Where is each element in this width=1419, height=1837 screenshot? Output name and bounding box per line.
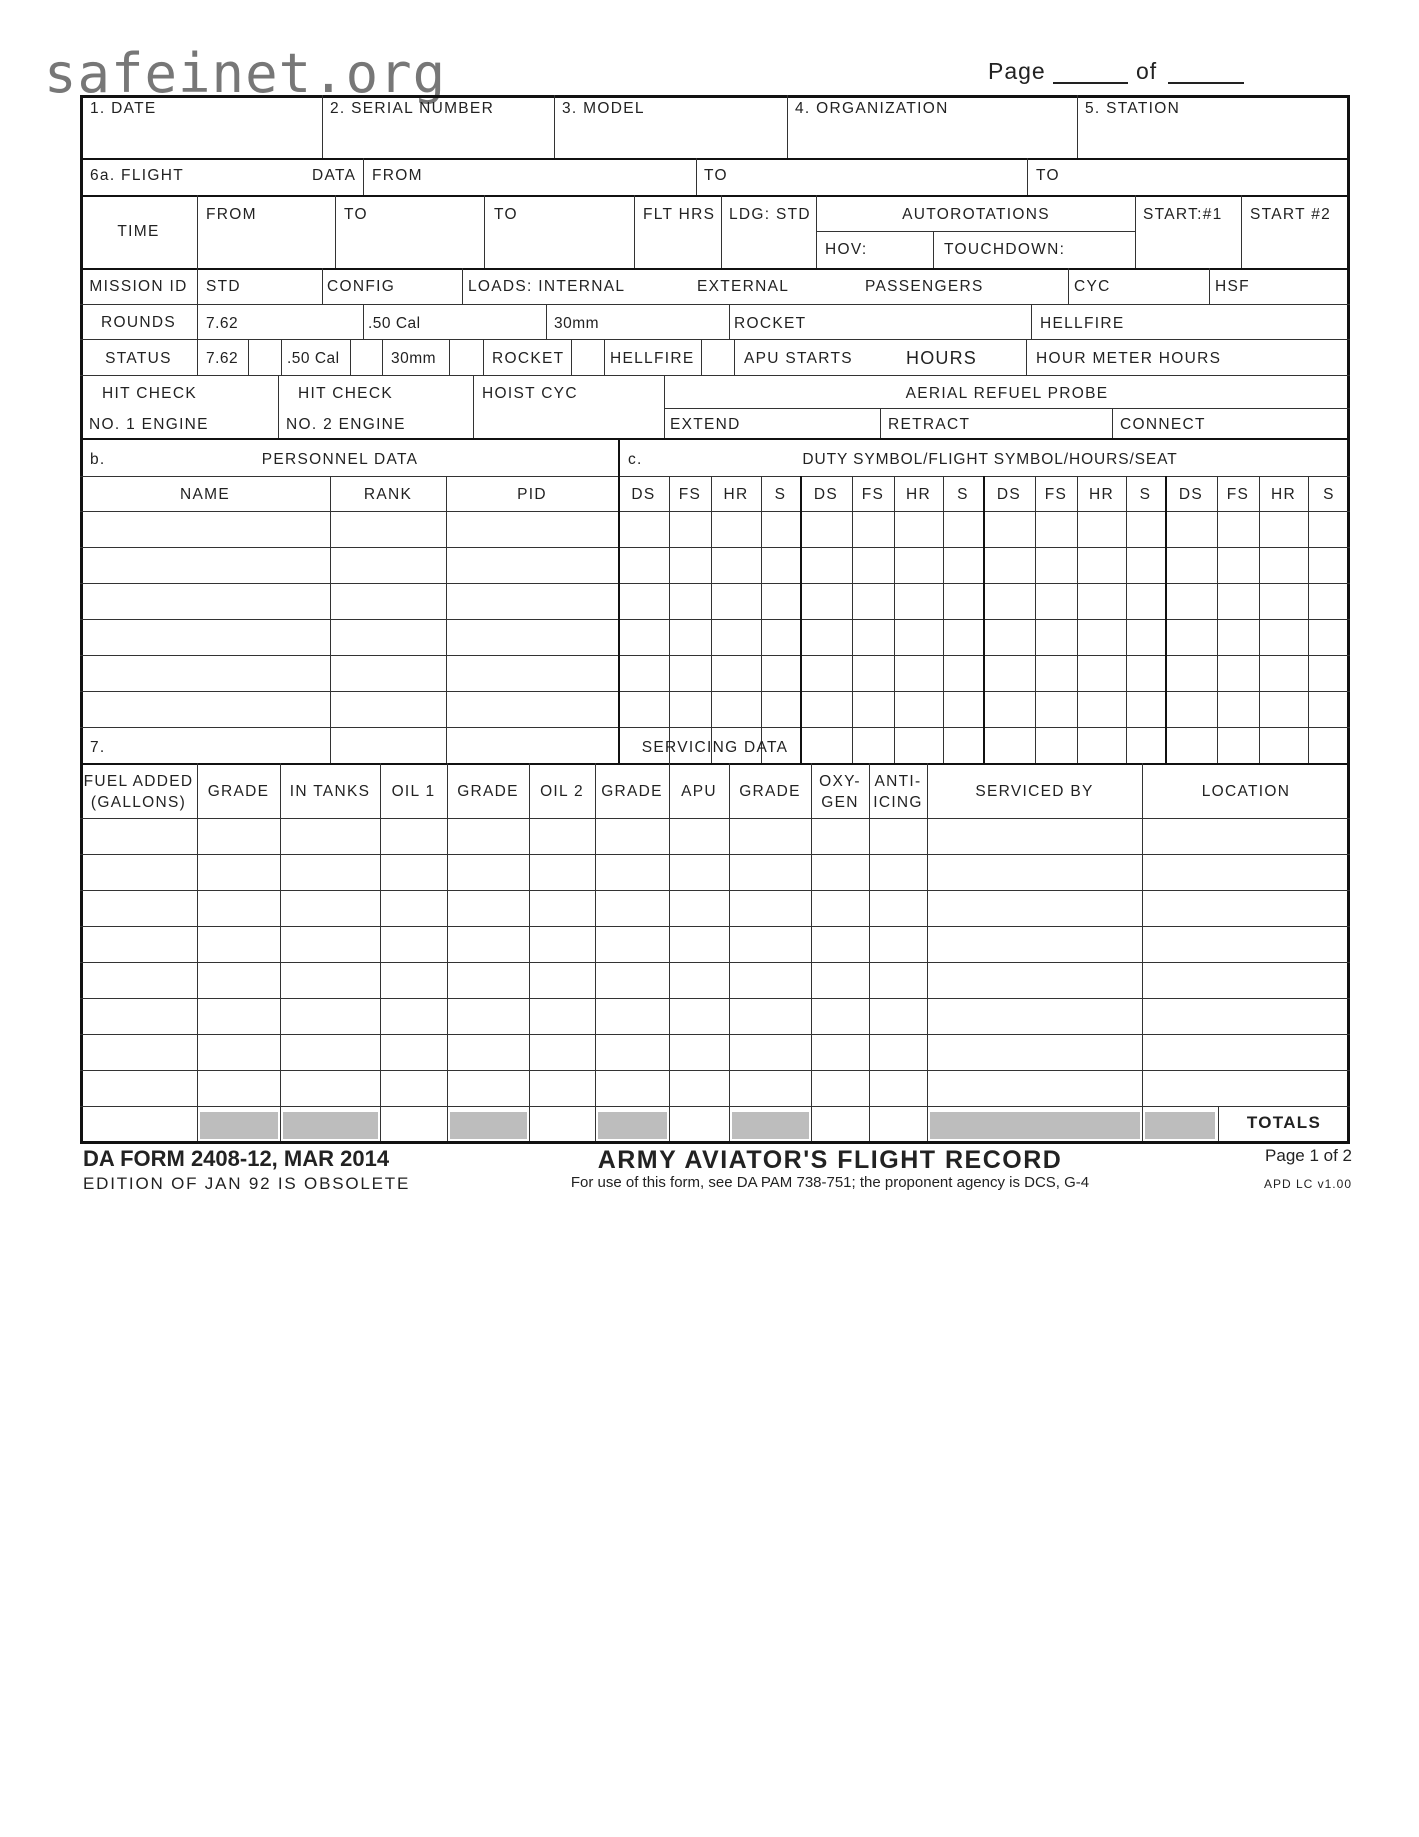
flight-label: 6a. FLIGHT bbox=[90, 167, 184, 184]
station-label: 5. STATION bbox=[1085, 100, 1181, 117]
config-label: CONFIG bbox=[327, 278, 396, 295]
rule bbox=[1142, 763, 1143, 1141]
in-tanks-header: IN TANKS bbox=[289, 783, 371, 800]
rule bbox=[852, 476, 853, 763]
fs-header: FS bbox=[1226, 486, 1250, 503]
watermark: safeinet.org bbox=[44, 42, 447, 105]
time-to-label: TO bbox=[344, 206, 368, 223]
page-label: Page bbox=[988, 58, 1046, 84]
rule bbox=[80, 304, 1350, 305]
rule bbox=[447, 763, 448, 1141]
time-to-label-2: TO bbox=[494, 206, 518, 223]
s-header: S bbox=[957, 486, 969, 503]
rule bbox=[669, 476, 670, 763]
rule bbox=[80, 727, 1350, 728]
status-762-label: 7.62 bbox=[206, 350, 239, 367]
rule bbox=[800, 476, 802, 763]
hr-header: HR bbox=[1089, 486, 1114, 503]
rule bbox=[1241, 195, 1242, 268]
rule bbox=[1209, 268, 1210, 304]
rule bbox=[943, 476, 944, 763]
rounds-hellfire-label: HELLFIRE bbox=[1040, 315, 1125, 332]
hr-header: HR bbox=[906, 486, 931, 503]
rule bbox=[449, 339, 450, 375]
rule bbox=[80, 547, 1350, 548]
servicing-data-title: SERVICING DATA bbox=[641, 739, 789, 756]
anti-icing-header: ANTI- bbox=[874, 773, 922, 790]
rule bbox=[80, 890, 1350, 891]
rule bbox=[1031, 304, 1032, 339]
rounds-50cal-label: .50 Cal bbox=[368, 315, 421, 332]
location-header: LOCATION bbox=[1201, 783, 1291, 800]
rule bbox=[1068, 268, 1069, 304]
section-7-label: 7. bbox=[90, 739, 106, 756]
mission-std-label: STD bbox=[206, 278, 241, 295]
s-header: S bbox=[774, 486, 787, 503]
status-rocket-label: ROCKET bbox=[492, 350, 565, 367]
flight-from-label: FROM bbox=[372, 167, 423, 184]
time-from-label: FROM bbox=[206, 206, 257, 223]
rule bbox=[546, 304, 547, 339]
section-c-label: c. bbox=[628, 451, 643, 468]
rule bbox=[529, 763, 530, 1141]
rule bbox=[80, 998, 1350, 999]
status-30mm-label: 30mm bbox=[391, 350, 437, 367]
flight-to-label: TO bbox=[704, 167, 728, 184]
hours-label: HOURS bbox=[906, 348, 978, 368]
rule bbox=[869, 763, 870, 1141]
form-number: DA FORM 2408-12, MAR 2014 bbox=[83, 1146, 390, 1171]
ds-header: DS bbox=[813, 486, 839, 503]
rule bbox=[248, 339, 249, 375]
rule bbox=[80, 1070, 1350, 1071]
rule bbox=[1259, 476, 1260, 763]
shaded-cell bbox=[930, 1112, 1140, 1139]
rule bbox=[729, 304, 730, 339]
no1-engine-label: NO. 1 ENGINE bbox=[89, 416, 209, 433]
rule bbox=[80, 158, 1350, 160]
ds-header: DS bbox=[1178, 486, 1204, 503]
form-usage-note: For use of this form, see DA PAM 738-751; the proponent agency is DCS, G-4 bbox=[570, 1174, 1090, 1191]
pid-header: PID bbox=[517, 486, 547, 503]
shaded-cell bbox=[450, 1112, 527, 1139]
section-b-label: b. bbox=[90, 451, 106, 468]
touchdown-label: TOUCHDOWN: bbox=[944, 241, 1066, 258]
rule bbox=[696, 158, 697, 195]
fuel-added-header: FUEL ADDED bbox=[83, 773, 194, 790]
fs-header: FS bbox=[861, 486, 885, 503]
rule bbox=[669, 763, 670, 1141]
rule bbox=[761, 476, 762, 763]
rule bbox=[335, 195, 336, 268]
rounds-label: ROUNDS bbox=[101, 314, 176, 331]
shaded-cell bbox=[1145, 1112, 1215, 1139]
s-header: S bbox=[1139, 486, 1152, 503]
cyc-label: CYC bbox=[1074, 278, 1111, 295]
grade-header: GRADE bbox=[457, 783, 519, 800]
gallons-header: (GALLONS) bbox=[90, 794, 187, 811]
rule bbox=[322, 268, 323, 304]
rule bbox=[80, 619, 1350, 620]
rule bbox=[197, 268, 198, 304]
rule bbox=[197, 339, 198, 375]
oxygen-header-2: GEN bbox=[821, 794, 859, 811]
rule bbox=[634, 195, 635, 268]
rule bbox=[711, 476, 712, 763]
rule bbox=[1077, 95, 1078, 158]
apu-starts-label: APU STARTS bbox=[744, 350, 853, 367]
rule bbox=[933, 231, 934, 268]
shaded-cell bbox=[200, 1112, 278, 1139]
rule bbox=[350, 339, 351, 375]
grade-header: GRADE bbox=[601, 783, 663, 800]
rule bbox=[595, 763, 596, 1141]
duty-symbol-title: DUTY SYMBOL/FLIGHT SYMBOL/HOURS/SEAT bbox=[802, 451, 1178, 468]
rule bbox=[280, 763, 281, 1141]
rule bbox=[80, 655, 1350, 656]
rule bbox=[729, 763, 730, 1141]
retract-label: RETRACT bbox=[888, 416, 971, 433]
grade-header: GRADE bbox=[207, 783, 270, 800]
rule bbox=[363, 304, 364, 339]
start1-label: START:#1 bbox=[1143, 206, 1223, 223]
rule bbox=[322, 95, 323, 158]
rule bbox=[80, 962, 1350, 963]
rule bbox=[1217, 476, 1218, 763]
anti-icing-header-2: ICING bbox=[873, 794, 923, 811]
model-label: 3. MODEL bbox=[562, 100, 645, 117]
rounds-762-label: 7.62 bbox=[206, 315, 239, 332]
rule bbox=[446, 476, 447, 763]
rule bbox=[80, 476, 1350, 477]
rule bbox=[894, 476, 895, 763]
rule bbox=[380, 763, 381, 1141]
external-label: EXTERNAL bbox=[697, 278, 790, 295]
rule bbox=[1165, 476, 1167, 763]
grade-header: GRADE bbox=[739, 783, 801, 800]
flight-to-label-2: TO bbox=[1036, 167, 1060, 184]
fs-header: FS bbox=[678, 486, 702, 503]
fs-header: FS bbox=[1044, 486, 1068, 503]
serial-number-label: 2. SERIAL NUMBER bbox=[330, 100, 495, 117]
rounds-rocket-label: ROCKET bbox=[734, 315, 807, 332]
rule bbox=[483, 339, 484, 375]
passengers-label: PASSENGERS bbox=[865, 278, 984, 295]
status-label: STATUS bbox=[105, 350, 172, 367]
hr-header: HR bbox=[723, 486, 749, 503]
rule bbox=[80, 818, 1350, 819]
rule bbox=[80, 691, 1350, 692]
rule bbox=[80, 268, 1350, 270]
rounds-30mm-label: 30mm bbox=[554, 315, 600, 332]
mission-id-label: MISSION ID bbox=[89, 278, 188, 295]
aerial-refuel-probe-label: AERIAL REFUEL PROBE bbox=[905, 385, 1109, 402]
hour-meter-hours-label: HOUR METER HOURS bbox=[1036, 350, 1222, 367]
edition-note: EDITION OF JAN 92 IS OBSOLETE bbox=[83, 1174, 411, 1193]
rule bbox=[701, 339, 702, 375]
rule bbox=[484, 195, 485, 268]
rank-header: RANK bbox=[363, 486, 413, 503]
rule bbox=[1026, 339, 1027, 375]
no2-engine-label: NO. 2 ENGINE bbox=[286, 416, 406, 433]
rule bbox=[80, 926, 1350, 927]
shaded-cell bbox=[598, 1112, 667, 1139]
rule bbox=[1126, 476, 1127, 763]
flight-data-label: DATA bbox=[312, 167, 357, 184]
rule bbox=[734, 339, 735, 375]
page-total-line[interactable] bbox=[1168, 82, 1244, 84]
rule bbox=[80, 339, 1350, 340]
rule bbox=[571, 339, 572, 375]
rule bbox=[554, 95, 555, 158]
flt-hrs-label: FLT HRS bbox=[643, 206, 716, 223]
version-label: APD LC v1.00 bbox=[1263, 1177, 1352, 1191]
hit-check-2-label: HIT CHECK bbox=[298, 385, 393, 402]
name-header: NAME bbox=[180, 486, 230, 503]
rule bbox=[80, 1106, 1350, 1107]
rule bbox=[1308, 476, 1309, 763]
date-label: 1. DATE bbox=[90, 100, 157, 117]
autorotations-label: AUTOROTATIONS bbox=[902, 206, 1050, 223]
rule bbox=[1027, 158, 1028, 195]
rule bbox=[80, 438, 1350, 440]
rule bbox=[80, 511, 1350, 512]
rule bbox=[927, 763, 928, 1141]
rule bbox=[604, 339, 605, 375]
hov-label: HOV: bbox=[825, 241, 868, 258]
page-number-line[interactable] bbox=[1053, 82, 1128, 84]
page-count: Page 1 of 2 bbox=[1265, 1146, 1352, 1165]
rule bbox=[278, 375, 279, 438]
serviced-by-header: SERVICED BY bbox=[975, 783, 1094, 800]
rule bbox=[80, 583, 1350, 584]
extend-label: EXTEND bbox=[670, 416, 741, 433]
rule bbox=[983, 476, 985, 763]
rule bbox=[816, 231, 1136, 232]
hit-check-1-label: HIT CHECK bbox=[102, 385, 197, 402]
apu-header: APU bbox=[681, 783, 717, 800]
hsf-label: HSF bbox=[1215, 278, 1250, 295]
rule bbox=[197, 304, 198, 339]
rule bbox=[1035, 476, 1036, 763]
rule bbox=[330, 476, 331, 763]
rule bbox=[382, 339, 383, 375]
time-label: TIME bbox=[117, 223, 160, 240]
rule bbox=[80, 375, 1350, 376]
rule bbox=[462, 268, 463, 304]
status-50cal-label: .50 Cal bbox=[287, 350, 340, 367]
totals-label: TOTALS bbox=[1246, 1113, 1322, 1132]
s-header: S bbox=[1323, 486, 1335, 503]
rule bbox=[811, 763, 812, 1141]
rule bbox=[787, 95, 788, 158]
ldg-std-label: LDG: STD bbox=[729, 206, 811, 223]
oil1-header: OIL 1 bbox=[391, 783, 436, 800]
rule bbox=[80, 854, 1350, 855]
ds-header: DS bbox=[631, 486, 656, 503]
rule bbox=[80, 763, 1350, 765]
rule bbox=[880, 408, 881, 438]
organization-label: 4. ORGANIZATION bbox=[795, 100, 949, 117]
rule bbox=[664, 408, 1350, 409]
status-hellfire-label: HELLFIRE bbox=[610, 350, 695, 367]
rule bbox=[1077, 476, 1078, 763]
shaded-cell bbox=[283, 1112, 378, 1139]
rule bbox=[721, 195, 722, 268]
rule bbox=[197, 763, 198, 1141]
start2-label: START #2 bbox=[1250, 206, 1332, 223]
rule bbox=[473, 375, 474, 438]
rule bbox=[281, 339, 282, 375]
rule bbox=[363, 158, 364, 195]
loads-internal-label: LOADS: INTERNAL bbox=[468, 278, 626, 295]
oil2-header: OIL 2 bbox=[540, 783, 584, 800]
ds-header: DS bbox=[996, 486, 1022, 503]
personnel-data-title: PERSONNEL DATA bbox=[261, 451, 419, 468]
rule bbox=[1112, 408, 1113, 438]
form-title: ARMY AVIATOR'S FLIGHT RECORD bbox=[597, 1146, 1063, 1174]
page-of-label: of bbox=[1136, 58, 1158, 84]
hr-header: HR bbox=[1271, 486, 1296, 503]
rule bbox=[197, 195, 198, 268]
connect-label: CONNECT bbox=[1120, 416, 1206, 433]
hoist-cyc-label: HOIST CYC bbox=[482, 385, 578, 402]
rule bbox=[80, 195, 1350, 197]
shaded-cell bbox=[732, 1112, 809, 1139]
rule bbox=[80, 1034, 1350, 1035]
oxygen-header: OXY- bbox=[819, 773, 861, 790]
